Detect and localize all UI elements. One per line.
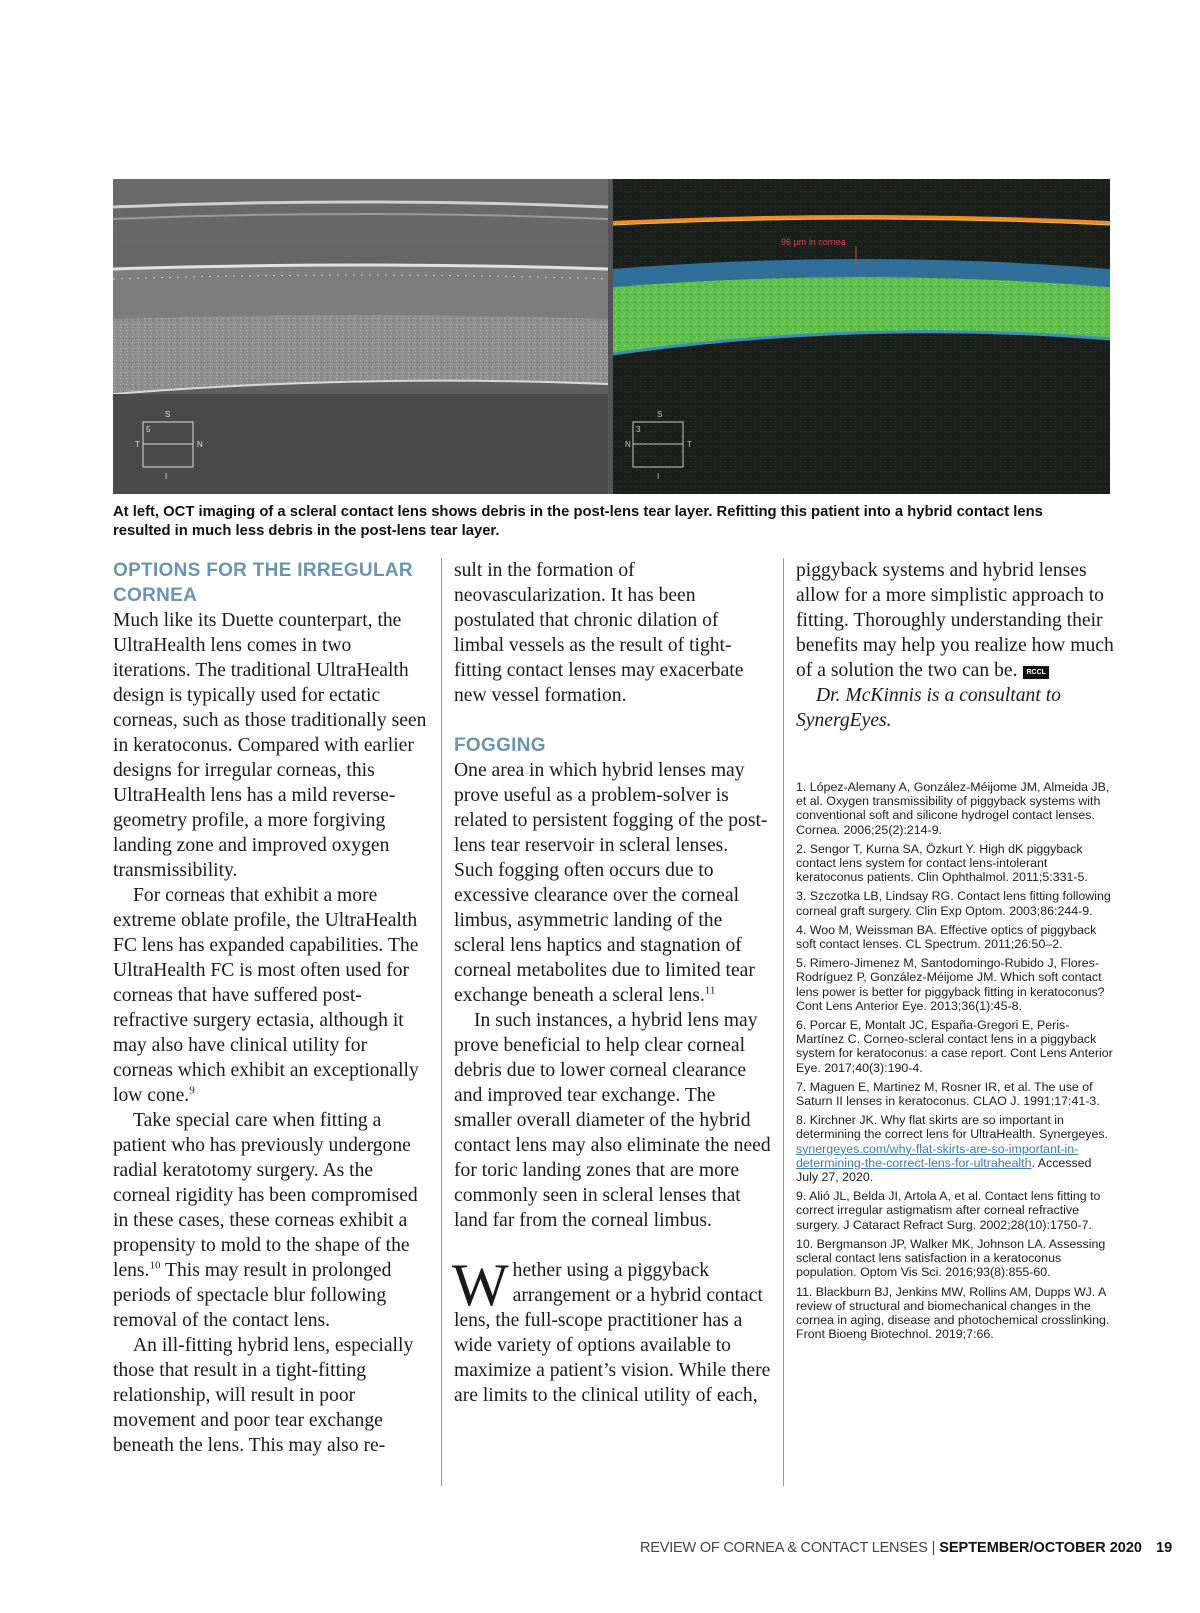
oct-image-scleral-lens (113, 179, 608, 494)
reference-item: 8. Kirchner JK. Why flat skirts are so important in determining the correct lens for UltraHealth. Synergeyes. synergeyes.com/why-flat-skirts-are-so-important-in-determining-the-correct-lens-for-ultrahealth. Accessed July 27, 2020. (796, 1113, 1108, 1185)
paragraph: Whether using a piggyback arrangement or a hybrid contact lens, the full-scope practitioner has a wide variety of options available to maximize a patient’s vision. While there are limits to the clinical utility of each, (452, 1252, 771, 1406)
reference-item: 10. Bergmanson JP, Walker MK, Johnson LA. Assessing scleral contact lens satisfaction in a keratoconus population. Optom Vis Sci. 2016;93(8):855-60. (796, 1236, 1106, 1280)
section-heading-fogging: FOGGING (454, 735, 546, 756)
paragraph: sult in the formation of neovascularization. It has been postulated that chronic dilation of limbal vessels as the result of tight-fitting contact lenses may exacerbate new vessel formation. (454, 560, 744, 706)
reference-item: 1. López-Alemany A, González-Méijome JM, Almeida JB, et al. Oxygen transmissibility of piggyback systems with conventional soft and silicone hydrogel contact lenses. Cornea. 2006;25(2):214-9. (796, 780, 1110, 837)
column-divider (783, 558, 784, 1486)
paragraph: One area in which hybrid lenses may prove useful as a problem-solver is related to persistent fogging of the post-lens tear reservoir in scleral lenses. Such fogging often occurs due to excessive clearance over the corneal limbus, asymmetric landing of the scleral lens haptics and stagnation of corneal metabolites due to limited tear exchange beneath a scleral lens.$^{11}$ (454, 760, 768, 1006)
reference-item: 4. Woo M, Weissman BA. Effective optics of piggyback soft contact lenses. CL Spectrum. 2011;26:50–2. (796, 922, 1097, 952)
citation: 10 (149, 1259, 161, 1272)
issue-date: SEPTEMBER/OCTOBER 2020 (939, 1540, 1142, 1556)
reference-item: 9. Alió JL, Belda JI, Artola A, et al. Contact lens fitting to correct irregular astigmatism after corneal refractive surgery. J Cataract Refract Surg. 2002;28(10):1750-7. (796, 1189, 1101, 1232)
citation: 9 (189, 1084, 195, 1097)
paragraph: For corneas that exhibit a more extreme oblate profile, the UltraHealth FC lens has expanded capabilities. The UltraHealth FC is most often used for corneas that have suffered post-refractive surgery ectasia, although it may also have clinical utility for corneas which exhibit an exceptionally low cone.$^9$ (113, 885, 419, 1106)
label-i-right: I (657, 472, 660, 481)
article-column-3 (796, 558, 1114, 733)
reference-item: 11. Blackburn BJ, Jenkins MW, Rollins AM, Dupps WJ. A review of structural and biomechanical changes in the cornea in aging, disease and photochemical crosslinking. Front Bioeng Biotechnol. 2019;7:66. (796, 1284, 1110, 1342)
article-column-1 (113, 558, 431, 1458)
reference-item: 7. Maguen E, Martinez M, Rosner IR, et al. The use of Saturn II lenses in keratoconus. CLAO J. 1991;17:41-3. (796, 1079, 1100, 1109)
oct-figure (113, 179, 1110, 494)
paragraph: Much like its Duette counterpart, the UltraHealth lens comes in two iterations. The traditional UltraHealth design is typically used for ectatic corneas, such as those traditionally seen in keratoconus. Compared with earlier designs for irregular corneas, this UltraHealth lens has a mild reverse-geometry profile, a more forgiving landing zone and improved oxygen transmissibility. (113, 610, 427, 881)
label-s-left: S (165, 410, 171, 419)
box-number-right: 3 (636, 425, 641, 434)
section-heading-irregular-cornea: OPTIONS FOR THE IRREGULAR CORNEA (113, 560, 413, 606)
oct-image-hybrid-lens (613, 179, 1110, 494)
author-disclosure: Dr. McKinnis is a consultant to SynergEyes. (796, 685, 1061, 731)
label-n-right: N (625, 440, 631, 449)
box-number-left: 5 (146, 425, 151, 434)
article-column-2 (454, 558, 772, 1408)
paragraph: piggyback systems and hybrid lenses allow for a more simplistic approach to fitting. Thoroughly understanding their benefits may help you realize how much of a solution the two can be. RCCL (796, 560, 1114, 681)
reference-link[interactable]: synergeyes.com/why-flat-skirts-are-so-important-in-determining-the-correct-lens-for-ultrahealth (796, 1141, 1079, 1170)
label-t-right: T (687, 440, 692, 449)
paragraph: In such instances, a hybrid lens may prove beneficial to help clear corneal debris due to lower corneal clearance and improved tear exchange. The smaller overall diameter of the hybrid contact lens may also eliminate the need for toric landing zones that are more commonly seen in scleral lenses that land far from the corneal limbus. (454, 1010, 771, 1231)
reference-item: 5. Rimero-Jimenez M, Santodomingo-Rubido J, Flores-Rodríguez P, González-Méijome JM. Which soft contact lens power is better for piggyback fitting in keratoconus? Cont Lens Anterior Eye. 2013;36(1):45-8. (796, 956, 1105, 1013)
label-s-right: S (657, 410, 663, 419)
label-i-left: I (165, 472, 168, 481)
figure-caption: At left, OCT imaging of a scleral contact lens shows debris in the post-lens tear layer. Refitting this patient into a hybrid contact lens resulted in much less debris in the post-lens tear layer. (113, 504, 1043, 539)
label-n-left: N (197, 440, 203, 449)
end-mark-logo: RCCL (1023, 666, 1048, 679)
page-footer (640, 1540, 1173, 1556)
reference-item: 6. Porcar E, Montalt JC, España-Gregori E, Peris-Martínez C. Corneo-scleral contact lens in a piggyback system for keratoconus: a case report. Cont Lens Anterior Eye. 2017;40(3):190-4. (796, 1018, 1113, 1075)
drop-cap: W (452, 1252, 509, 1318)
page-number: 19 (1156, 1540, 1173, 1556)
publication-name: REVIEW OF CORNEA & CONTACT LENSES | (640, 1540, 936, 1556)
paragraph: Take special care when fitting a patient who has previously undergone radial keratotomy surgery. As the corneal rigidity has been compromised in these cases, these corneas exhibit a propensity to mold to the shape of the lens.$^{10}$ This may result in prolonged periods of spectacle blur following removal of the contact lens. (113, 1110, 418, 1331)
reference-item: 3. Szczotka LB, Lindsay RG. Contact lens fitting following corneal graft surgery. Clin Exp Optom. 2003;86:244-9. (796, 889, 1111, 918)
citation: 11 (704, 984, 716, 997)
references-list (796, 780, 1114, 1346)
thickness-annotation: 96 µm in cornea (781, 237, 846, 247)
label-t-left: T (135, 440, 140, 449)
reference-item: 2. Sengor T, Kurna SA, Özkurt Y. High dK piggyback contact lens system for contact lens-intolerant keratoconus patients. Clin Ophthalmol. 2011;5:331-5. (796, 841, 1088, 885)
column-divider (441, 558, 442, 1486)
paragraph: An ill-fitting hybrid lens, especially those that result in a tight-fitting relationship, will result in poor movement and poor tear exchange beneath the lens. This may also re- (113, 1335, 414, 1456)
